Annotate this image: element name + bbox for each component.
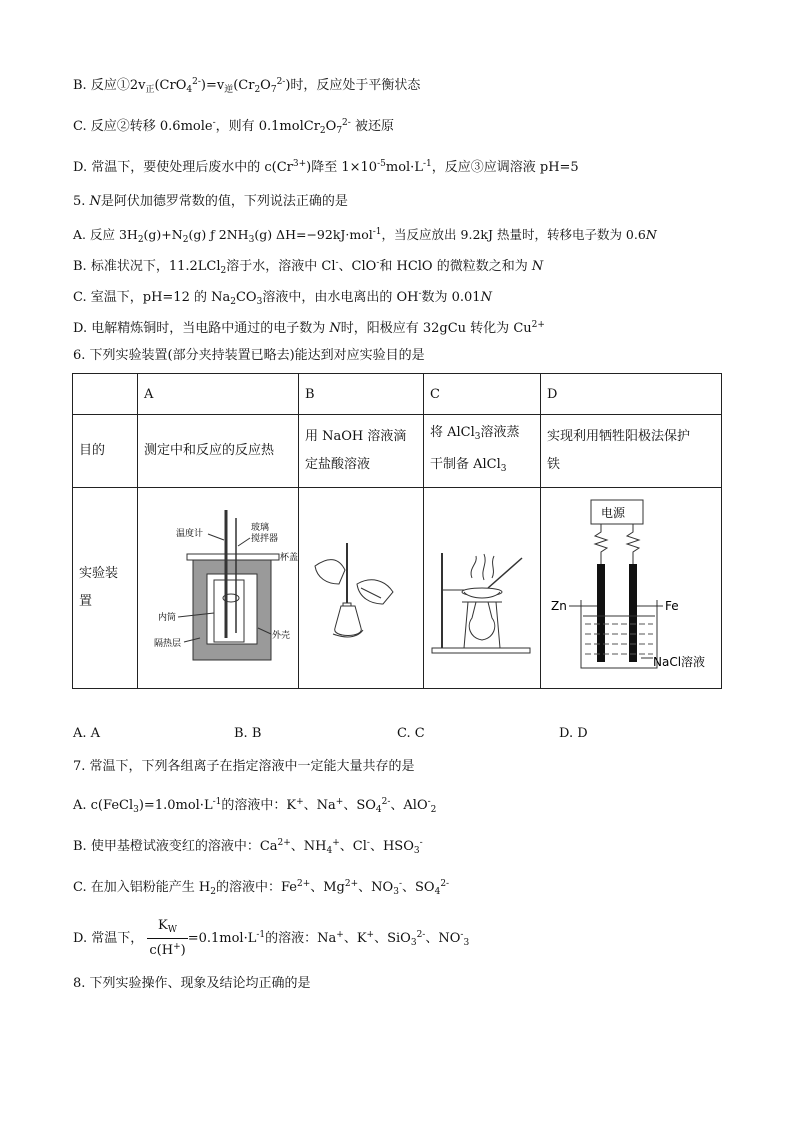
q5-option-d: D. 电解精炼铜时，当电路中通过的电子数为 N时，阳极应有 32gCu 转化为 $Cu^{2+}$ <box>73 320 545 336</box>
q5-option-c: C. 室温下，pH=12 的 $Na_2CO_3$溶液中，由水电离出的 OH-数为 0.01N <box>73 289 492 307</box>
q7-stem: 7. 常温下，下列各组离子在指定溶液中一定能大量共存的是 <box>73 759 415 774</box>
lid-label: 杯盖 <box>280 553 298 563</box>
q6-answer-a: A. A <box>73 726 101 741</box>
q6-experiment-table <box>72 373 722 689</box>
calorimeter-diagram <box>138 488 298 684</box>
row-label: 实验装 置 <box>73 488 138 689</box>
q6-stem: 6. 下列实验装置(部分夹持装置已略去)能达到对应实验目的是 <box>73 348 425 363</box>
purpose-b: 用 NaOH 溶液滴 定盐酸溶液 <box>299 415 424 488</box>
purpose-a: 测定中和反应的反应热 <box>138 415 299 488</box>
kw-fraction: $\frac{K_W}{c(H^+)}$ <box>149 918 186 958</box>
q6-answer-b: B. B <box>234 726 262 741</box>
outer-shell-label: 外壳 <box>272 631 291 641</box>
titration-diagram <box>299 488 423 684</box>
q4-option-d: D. 常温下，要使处理后废水中的 $c(Cr^{3+})$降至 $1\times 10^{-5}mol\cdot L^{-1}$，反应③应调溶液 pH=5 <box>73 159 579 175</box>
purpose-c: 将 AlCl$_3$溶液蒸 干制备 AlCl$_3$ <box>424 415 541 488</box>
q7-option-a: A. $c(FeCl_3)=1.0mol\cdot L^{-1}$的溶液中：K+、Na+、$SO_4^{2-}$、AlO-$_2$ <box>73 797 437 815</box>
q6-answer-c: C. C <box>397 726 425 741</box>
q7-option-c: C. 在加入铝粉能产生 $H_2$的溶液中：$Fe^{2+}$、$Mg^{2+}$、$NO_3^-$、$SO_4^{2-}$ <box>73 879 450 897</box>
q4-option-b: B. 反应$①2v_正(CrO_4^{2-})=v_逆(Cr_2O_7^{2-})$时，反应处于平衡状态 <box>73 77 421 95</box>
table-header-row <box>73 374 722 415</box>
header-cell: B <box>299 374 424 415</box>
q7-option-b: B. 使甲基橙试液变红的溶液中：$Ca^{2+}$、$NH_4^+$、Cl-、$HSO_3^-$ <box>73 838 423 856</box>
apparatus-b <box>299 488 424 689</box>
q5-option-b: B. 标准状况下，11.2LCl$_2$溶于水，溶液中 Cl-、ClO-和 HClO 的微粒数之和为 N <box>73 258 544 276</box>
header-cell <box>73 374 138 415</box>
zn-electrode-label: Zn <box>551 599 567 613</box>
stirrer-label-1: 玻璃 <box>251 523 270 533</box>
row-label: 目的 <box>73 415 138 488</box>
nacl-solution-label: NaCl溶液 <box>653 655 706 669</box>
header-cell: C <box>424 374 541 415</box>
apparatus-c <box>424 488 541 689</box>
fe-electrode-label: Fe <box>665 599 679 613</box>
thermometer-label: 温度计 <box>176 529 204 539</box>
purpose-d: 实现利用牺牲阳极法保护 铁 <box>541 415 722 488</box>
header-cell: A <box>138 374 299 415</box>
apparatus-d <box>541 488 722 689</box>
q8-stem: 8. 下列实验操作、现象及结论均正确的是 <box>73 976 311 991</box>
apparatus-a <box>138 488 299 689</box>
stirrer-label-2: 搅拌器 <box>251 534 279 544</box>
insulation-label: 隔热层 <box>154 639 182 649</box>
q5-stem: 5. N是阿伏加德罗常数的值，下列说法正确的是 <box>73 194 348 209</box>
table-row-apparatus <box>73 488 722 689</box>
q6-answer-d: D. D <box>559 726 588 741</box>
power-source-label: 电源 <box>601 506 626 520</box>
table-row-purpose <box>73 415 722 488</box>
header-cell: D <box>541 374 722 415</box>
evaporation-diagram <box>424 488 540 684</box>
q5-option-a: A. 反应 $3H_2(g)+N_2(g)$ ƒ $2NH_3(g)$ ΔH=−92kJ·mol$^{-1}$，当反应放出 9.2kJ 热量时，转移电子数为 0.6N <box>73 227 657 245</box>
sacrificial-anode-diagram <box>541 488 721 684</box>
q7-option-d: D. 常温下， $\frac{K_W}{c(H^+)}$ $=0.1mol\cdot L^{-1}$的溶液：Na+、K+、SiO$_3^{2-}$、$NO^-_3$ <box>73 918 470 958</box>
inner-cylinder-label: 内筒 <box>158 613 177 623</box>
q4-option-c: C. 反应②转移 0.6mole-，则有 $0.1molCr_2O_7^{2-}$ 被还原 <box>73 118 394 136</box>
